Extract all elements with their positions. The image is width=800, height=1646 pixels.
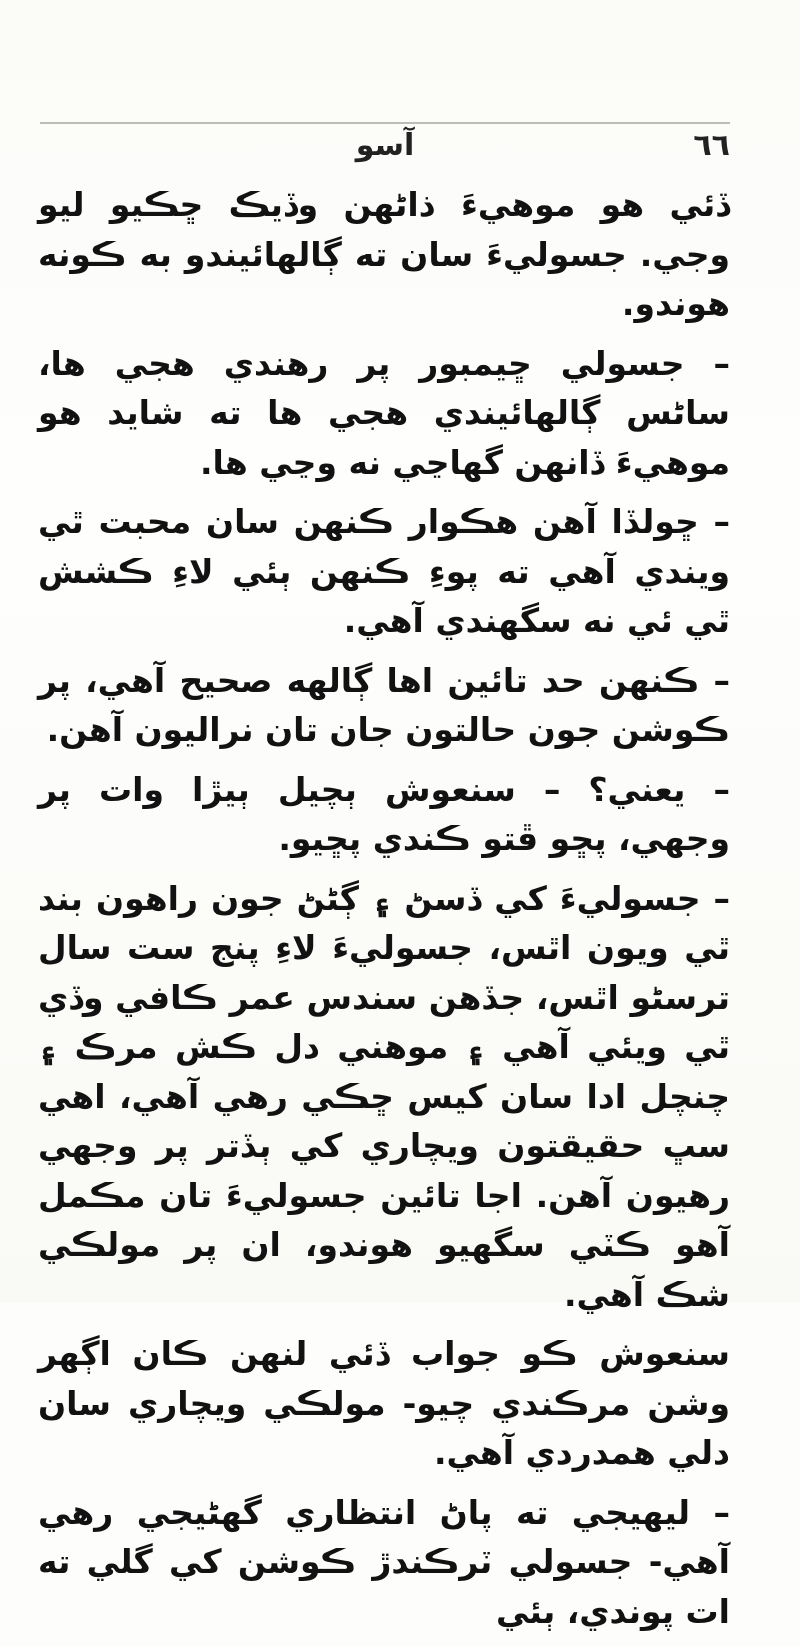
page-number: ٦٦ (693, 128, 730, 163)
paragraph: سنعوش ڪو جواب ڏئي لنهن ڪان اڳهر وشن مرڪندي چيو- مولڪي ويچاري سان دلي همدردي آهي. (38, 1334, 730, 1472)
paragraph: – ليهيجي ته پاڻ انتظاري گهڻيجي رهي آهي- جسولي ٽرڪندڙ ڪوشن کي گلي ته ات پوندي، ٻئي (38, 1492, 730, 1631)
paragraph: – جسولي ڇيمبور پر رهندي هجي ها، ساڻس ڳالهائيندي هجي ها ته شايد هو موهيءَ ڏانهن گهاڃي نه وڃي ها. (38, 343, 730, 482)
paragraph: – ڇولڏا آهن هڪوار ڪنهن سان محبت ٿي ويندي آهي ته پوءِ ڪنهن ٻئي لاءِ ڪشش ٿي ئي نه سگهندي آهي. (38, 502, 730, 640)
paragraph: – جسوليءَ کي ڏسڻ ۽ ڳڻڻ جون راهون بند ٿي ويون اٿس، جسوليءَ لاءِ پنج ست سال ترسڻو اٿس، جڏهن سندس عمر ڪافي وڏي ٿي ويئي آهي ۽ موهني دل ڪش مرڪ ۽ چنچل ادا سان کيس ڇڪي رهي آهي، اهي سڀ حقيقتون ويچاري کي ٻڏتر پر وجهي رهيون آهن. اجا تائين جسوليءَ تان مڪمل آهو ڪٽي سگهيو هوندو، ان پر مولڪي شڪ آهي. (38, 878, 730, 1314)
paragraph: – ڪنهن حد تائين اها ڳالهه صحيح آهي، پر ڪوشن جون حالتون جان تان نراليون آهن. (38, 660, 730, 749)
paragraph: ڏئي هو موهيءَ ذاڻهن وڏيڪ ڇڪيو ليو وجي. جسوليءَ سان ته ڳالهائيندو به ڪونه هوندو. (38, 185, 730, 323)
paragraph: – يعني؟ – سنعوش ٻچيل ٻيڙا وات پر وجهي، پڇو ڦتو ڪندي پڇيو. (38, 769, 730, 858)
chapter-title: آسو (355, 128, 415, 163)
page-body (38, 180, 730, 1646)
header-rule (40, 122, 730, 124)
page-header (40, 128, 730, 178)
